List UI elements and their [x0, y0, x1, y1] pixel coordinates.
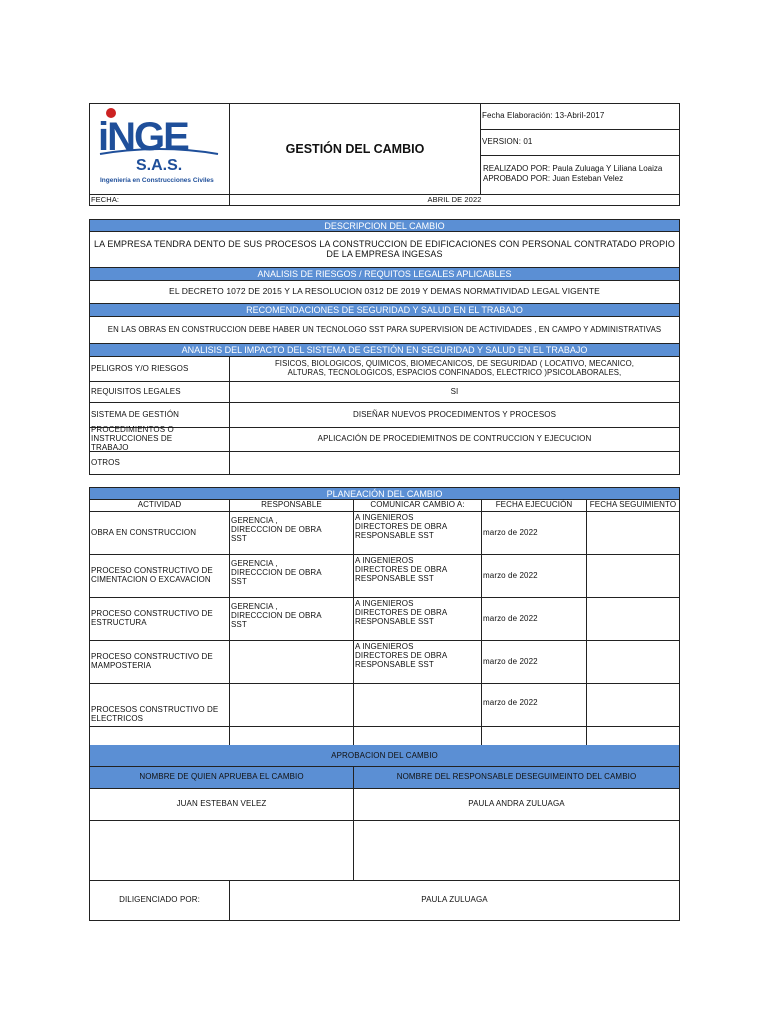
aprobado-por: APROBADO POR: Juan Esteban Velez: [483, 174, 624, 183]
descripcion-text: LA EMPRESA TENDRA DENTO DE SUS PROCESOS LA CONSTRUCCION DE EDIFICACIONES CON PERSONAL CONTRATADO PROPIO DE LA EMPRESA INGESAS: [89, 231, 680, 268]
col-header-actividad: ACTIVIDAD: [89, 499, 230, 512]
plan-row-comunicar: A INGENIEROS DIRECTORES DE OBRA RESPONSABLE SST: [353, 554, 482, 598]
riesgos-header: ANALISIS DE RIESGOS / REQUITOS LEGALES APLICABLES: [89, 267, 680, 281]
svg-text:Ingeniería en Construcciones C: Ingeniería en Construcciones Civiles: [100, 177, 214, 184]
plan-row-comunicar: [353, 683, 482, 727]
recomendaciones-header: RECOMENDACIONES DE SEGURIDAD Y SALUD EN EL TRABAJO: [89, 303, 680, 317]
plan-row-seguimiento: [586, 683, 680, 727]
fecha-value: ABRIL DE 2022: [229, 194, 680, 206]
col-header-fecha-seguimiento: FECHA SEGUIMIENTO: [586, 499, 680, 512]
plan-row-actividad: [89, 726, 230, 746]
col-header-comunicar: COMUNICAR CAMBIO A:: [353, 499, 482, 512]
plan-row-actividad: PROCESO CONSTRUCTIVO DE CIMENTACION O EXCAVACION: [89, 554, 230, 598]
plan-row-comunicar: [353, 726, 482, 746]
plan-row-responsable: GERENCIA , DIRECCCION DE OBRA SST: [229, 554, 354, 598]
firma-aprobador: [89, 820, 354, 881]
svg-text:iNGE: iNGE: [98, 115, 188, 159]
aprobacion-header: APROBACION DEL CAMBIO: [89, 745, 680, 767]
authors-box: [480, 155, 680, 195]
plan-row-actividad: PROCESOS CONSTRUCTIVO DE ELECTRICOS: [89, 683, 230, 727]
impacto-header: ANALISIS DEL IMPACTO DEL SISTEMA DE GESTIÓN EN SEGURIDAD Y SALUD EN EL TRABAJO: [89, 343, 680, 357]
plan-row-fecha: marzo de 2022: [481, 640, 587, 684]
document-title: GESTIÓN DEL CAMBIO: [285, 142, 425, 156]
plan-row-seguimiento: [586, 726, 680, 746]
impacto-label-peligros: PELIGROS Y/O RIESGOS: [89, 356, 230, 382]
plan-row-responsable: [229, 683, 354, 727]
diligenciado-value: PAULA ZULUAGA: [229, 880, 680, 921]
plan-row-seguimiento: [586, 597, 680, 641]
plan-row-comunicar: A INGENIEROS DIRECTORES DE OBRA RESPONSABLE SST: [353, 640, 482, 684]
document-title-box: [229, 103, 481, 195]
plan-row-actividad: PROCESO CONSTRUCTIVO DE MAMPOSTERIA: [89, 640, 230, 684]
impacto-label-sistema: SISTEMA DE GESTIÓN: [89, 402, 230, 428]
realizado-por: REALIZADO POR: Paula Zuluaga Y Liliana Loaiza: [483, 164, 663, 173]
plan-row-actividad: PROCESO CONSTRUCTIVO DE ESTRUCTURA: [89, 597, 230, 641]
aprobacion-col2-header: NOMBRE DEL RESPONSABLE DESEGUIMEINTO DEL CAMBIO: [353, 766, 680, 789]
col-header-responsable: RESPONSABLE: [229, 499, 354, 512]
plan-row-fecha: marzo de 2022: [481, 683, 587, 727]
plan-row-comunicar: A INGENIEROS DIRECTORES DE OBRA RESPONSABLE SST: [353, 597, 482, 641]
responsable-seguimiento-name: PAULA ANDRA ZULUAGA: [353, 788, 680, 821]
version: VERSION: 01: [480, 129, 680, 156]
aprobacion-col1-header: NOMBRE DE QUIEN APRUEBA EL CAMBIO: [89, 766, 354, 789]
fecha-label: FECHA:: [89, 194, 230, 206]
impacto-value-peligros: FISICOS, BIOLOGICOS, QUIMICOS, BIOMECANICOS, DE SEGURIDAD ( LOCATIVO, MECANICO, ALTURAS, TECNOLOGICOS, ESPACIOS CONFINADOS, ELECTRICO )PSICOLABORALES,: [229, 356, 680, 382]
aprobador-name: JUAN ESTEBAN VELEZ: [89, 788, 354, 821]
plan-row-fecha: marzo de 2022: [481, 597, 587, 641]
plan-row-responsable: GERENCIA , DIRECCCION DE OBRA SST: [229, 597, 354, 641]
descripcion-header: DESCRIPCION DEL CAMBIO: [89, 219, 680, 232]
plan-row-responsable: [229, 640, 354, 684]
plan-row-seguimiento: [586, 554, 680, 598]
impacto-value-otros: [229, 451, 680, 475]
plan-row-fecha: marzo de 2022: [481, 554, 587, 598]
impacto-value-procedimientos: APLICACIÓN DE PROCEDIEMITNOS DE CONTRUCCION Y EJECUCION: [229, 427, 680, 452]
planeacion-header: PLANEACIÓN DEL CAMBIO: [89, 487, 680, 500]
plan-row-responsable: [229, 726, 354, 746]
riesgos-text: EL DECRETO 1072 DE 2015 Y LA RESOLUCION 0312 DE 2019 Y DEMAS NORMATIVIDAD LEGAL VIGENTE: [89, 280, 680, 304]
plan-row-seguimiento: [586, 511, 680, 555]
diligenciado-label: DILIGENCIADO POR:: [89, 880, 230, 921]
impacto-label-requisitos: REQUISITOS LEGALES: [89, 381, 230, 403]
fecha-elaboracion: Fecha Elaboración: 13-Abril-2017: [480, 103, 680, 130]
plan-row-actividad: OBRA EN CONSTRUCCION: [89, 511, 230, 555]
plan-row-seguimiento: [586, 640, 680, 684]
impacto-label-otros: OTROS: [89, 451, 230, 475]
logo-box: [89, 103, 230, 195]
impacto-value-sistema: DISEÑAR NUEVOS PROCEDIMENTOS Y PROCESOS: [229, 402, 680, 428]
recomendaciones-text: EN LAS OBRAS EN CONSTRUCCION DEBE HABER UN TECNOLOGO SST PARA SUPERVISION DE ACTIVIDADES , EN CAMPO Y ADMINISTRATIVAS: [89, 316, 680, 344]
plan-row-fecha: [481, 726, 587, 746]
company-logo: [90, 104, 229, 194]
impacto-value-requisitos: SI: [229, 381, 680, 403]
svg-text:S.A.S.: S.A.S.: [136, 157, 183, 174]
plan-row-fecha: marzo de 2022: [481, 511, 587, 555]
firma-responsable: [353, 820, 680, 881]
plan-row-comunicar: A INGENIEROS DIRECTORES DE OBRA RESPONSABLE SST: [353, 511, 482, 555]
plan-row-responsable: GERENCIA , DIRECCCION DE OBRA SST: [229, 511, 354, 555]
col-header-fecha-ejecucion: FECHA EJECUCIÓN: [481, 499, 587, 512]
impacto-label-procedimientos: PROCEDIMIENTOS O INSTRUCCIONES DE TRABAJO: [89, 427, 230, 452]
